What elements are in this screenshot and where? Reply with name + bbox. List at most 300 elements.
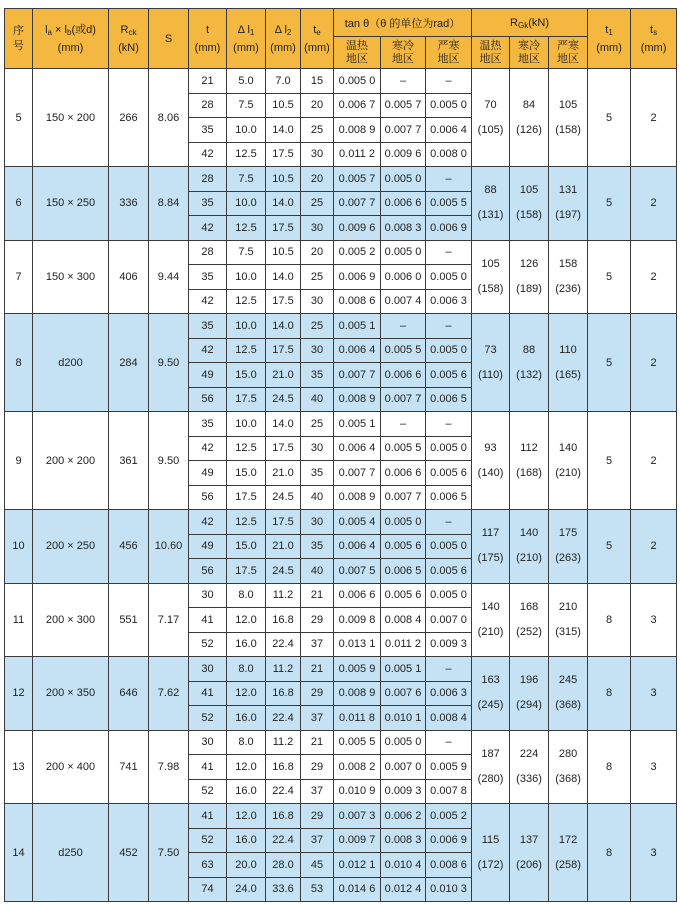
rgk-value: 158 [558,257,578,270]
shear-disp-2-cell: 22.4 [266,828,301,853]
tan-severe-cold-cell: 0.005 0 [426,534,472,559]
t1-cell: 5 [588,167,631,241]
shear-disp-1-cell: 10.0 [227,191,266,216]
shear-disp-1-cell: 24.0 [227,877,266,902]
rgk-cold-cell [510,730,549,804]
shear-disp-2-cell: 10.5 [266,93,301,118]
tan-cold-cell: 0.005 7 [381,93,426,118]
rubber-thickness-cell: 53 [301,877,334,902]
shear-disp-1-cell: 12.0 [227,681,266,706]
tan-severe-cold-cell: 0.006 3 [426,289,472,314]
rck-cell: 336 [109,167,149,241]
rubber-thickness-cell: 30 [301,338,334,363]
height-cell: 56 [189,559,227,584]
tan-cold-cell: 0.005 0 [381,510,426,535]
rubber-thickness-cell: 25 [301,314,334,339]
tan-cold-cell: 0.006 2 [381,804,426,829]
rgk-severe-cold-cell [549,167,588,241]
rgk-warm-cell [472,167,510,241]
tan-cold-cell: 0.007 4 [381,289,426,314]
tan-cold-cell: 0.007 7 [381,118,426,143]
height-cell: 42 [189,289,227,314]
rubber-thickness-cell: 30 [301,510,334,535]
tan-cold-cell: 0.005 0 [381,240,426,265]
serial-cell: 10 [5,510,33,584]
rubber-thickness-cell: 15 [301,69,334,94]
serial-cell: 6 [5,167,33,241]
serial-cell: 14 [5,804,33,902]
tan-warm-label: 温热地区 [346,39,368,65]
rubber-thickness-cell: 30 [301,436,334,461]
serial-cell: 13 [5,730,33,804]
rgk-bracket-value: (140) [477,466,504,479]
rubber-thickness-header [301,9,334,69]
rubber-thickness-cell: 35 [301,363,334,388]
rgk-bracket-value: (158) [555,123,581,136]
tan-cold-cell: 0.007 0 [381,755,426,780]
shear-disp-2-header [266,9,301,69]
rgk-value: 131 [558,184,578,197]
table-row [5,240,677,265]
rubber-thickness-cell: 40 [301,387,334,412]
shear-disp-2-cell: 16.8 [266,608,301,633]
shear-disp-1-cell: 12.5 [227,436,266,461]
rubber-thickness-cell: 29 [301,608,334,633]
height-cell: 74 [189,877,227,902]
serial-cell: 9 [5,412,33,510]
size-cell: 200 × 350 [33,657,109,731]
rubber-thickness-cell: 45 [301,853,334,878]
tan-cold-cell: 0.010 1 [381,706,426,731]
t1-unit: (mm) [596,41,622,54]
shear-disp-2-cell: 24.5 [266,387,301,412]
tan-theta-label: tan θ（θ 的单位为rad） [344,17,461,30]
rgk-value: 140 [558,441,578,454]
shape-factor-cell: 8.84 [149,167,189,241]
rgk-cold-cell [510,412,549,510]
shear-disp-2-cell: 28.0 [266,853,301,878]
shear-disp-2-cell: 10.5 [266,240,301,265]
tan-severe-cold-header [426,37,472,69]
rgk-bracket-value: (368) [555,772,581,785]
tan-cold-cell: 0.005 6 [381,534,426,559]
rgk-warm-cell [472,804,510,902]
rubber-thickness-cell: 20 [301,240,334,265]
rgk-cold-cell [510,167,549,241]
rgk-bracket-value: (105) [477,123,504,136]
shape-factor-cell: 7.50 [149,804,189,902]
serial-header-label: 序号 [12,24,24,52]
table-row [5,657,677,682]
shear-disp-2-cell: 17.5 [266,436,301,461]
height-cell: 41 [189,804,227,829]
tan-cold-header [381,37,426,69]
ts-subscript: s [653,27,658,37]
shear-disp-1-cell: 17.5 [227,387,266,412]
height-cell: 30 [189,657,227,682]
shear-disp-1-cell: 15.0 [227,363,266,388]
shear-disp-2-cell: 11.2 [266,657,301,682]
height-cell: 28 [189,93,227,118]
tan-cold-cell: 0.005 5 [381,338,426,363]
shear-disp-1-cell: 15.0 [227,461,266,486]
tan-warm-cell: 0.008 6 [334,289,381,314]
shear-disp-2-cell: 11.2 [266,730,301,755]
rubber-thickness-cell: 37 [301,828,334,853]
size-cell: 200 × 300 [33,583,109,657]
rgk-bracket-value: (280) [477,772,504,785]
tan-warm-cell: 0.013 1 [334,632,381,657]
rgk-value: 140 [519,527,539,540]
height-cell: 41 [189,755,227,780]
tan-warm-cell: 0.005 5 [334,730,381,755]
rgk-cold-header [510,37,549,69]
rubber-thickness-cell: 30 [301,216,334,241]
shear-disp-1-cell: 8.0 [227,583,266,608]
shear-disp-2-cell: 14.0 [266,314,301,339]
shear-disp-1-cell: 12.5 [227,510,266,535]
shear-disp-2-cell: 21.0 [266,461,301,486]
height-cell: 30 [189,583,227,608]
height-cell: 28 [189,167,227,192]
shape-factor-cell: 7.98 [149,730,189,804]
t1-cell: 8 [588,583,631,657]
rgk-bracket-value: (336) [516,772,542,785]
shear-disp-2-cell: 14.0 [266,412,301,437]
rgk-value: 168 [519,600,539,613]
rgk-cold-cell [510,314,549,412]
ts-symbol-line [631,21,676,39]
rgk-cold-cell [510,657,549,731]
tan-severe-cold-cell: 0.006 5 [426,387,472,412]
shear-disp-1-symbol-line [227,21,265,39]
shear-disp-1-cell: 7.5 [227,167,266,192]
shear-disp-1-cell: 16.0 [227,828,266,853]
height-cell: 56 [189,387,227,412]
shear-disp-1-subscript: 1 [249,27,255,37]
serial-cell: 8 [5,314,33,412]
shear-disp-2-cell: 22.4 [266,706,301,731]
rck-cell: 266 [109,69,149,167]
rgk-value: 187 [481,747,500,760]
rgk-warm-cell [472,69,510,167]
table-row [5,314,677,339]
size-la-subscript: a [47,27,52,37]
shape-factor-cell: 7.17 [149,583,189,657]
ts-header [631,9,677,69]
height-cell: 52 [189,779,227,804]
tan-warm-cell: 0.011 2 [334,142,381,167]
rgk-value: 196 [519,674,539,687]
tan-cold-cell: – [381,69,426,94]
rubber-thickness-symbol: t [313,23,317,36]
tan-severe-cold-cell: 0.005 6 [426,363,472,388]
rgk-symbol: R [510,16,518,29]
ts-cell: 2 [631,510,677,584]
height-cell: 42 [189,216,227,241]
shape-factor-cell: 9.50 [149,412,189,510]
tan-severe-cold-cell: – [426,730,472,755]
rgk-warm-cell [472,657,510,731]
rgk-severe-cold-cell [549,583,588,657]
shear-disp-2-cell: 17.5 [266,289,301,314]
tan-cold-cell: 0.008 4 [381,608,426,633]
tan-cold-cell: 0.011 2 [381,632,426,657]
rubber-thickness-cell: 40 [301,485,334,510]
rgk-bracket-value: (158) [516,209,542,222]
height-cell: 35 [189,118,227,143]
size-cell: d200 [33,314,109,412]
height-cell: 28 [189,240,227,265]
tan-warm-cell: 0.006 4 [334,338,381,363]
height-cell: 52 [189,828,227,853]
rgk-value: 172 [558,833,578,846]
tan-cold-cell: 0.009 6 [381,142,426,167]
rgk-subscript: Gk [518,20,529,30]
tan-cold-cell: – [381,314,426,339]
rubber-thickness-cell: 21 [301,657,334,682]
tan-warm-cell: 0.007 5 [334,559,381,584]
rgk-group-header [472,9,588,37]
tan-severe-cold-cell: 0.005 0 [426,265,472,290]
tan-cold-cell: 0.005 0 [381,730,426,755]
tan-warm-cell: 0.007 7 [334,191,381,216]
tan-cold-cell: 0.005 6 [381,583,426,608]
tan-severe-cold-label: 严寒地区 [437,39,460,65]
t1-cell: 5 [588,69,631,167]
rgk-value: 105 [519,184,539,197]
tan-severe-cold-cell: 0.006 5 [426,485,472,510]
rgk-severe-cold-cell [549,804,588,902]
tan-warm-cell: 0.005 7 [334,167,381,192]
rgk-value: 245 [558,674,578,687]
tan-severe-cold-cell: 0.005 5 [426,191,472,216]
rgk-bracket-value: (131) [477,209,504,222]
rck-cell: 741 [109,730,149,804]
shear-disp-1-cell: 10.0 [227,412,266,437]
t1-cell: 8 [588,804,631,902]
rck-cell: 361 [109,412,149,510]
rck-cell: 406 [109,240,149,314]
tan-severe-cold-cell: 0.005 9 [426,755,472,780]
rgk-value: 280 [558,747,578,760]
serial-header [5,9,33,69]
height-cell: 35 [189,191,227,216]
rubber-thickness-cell: 21 [301,730,334,755]
tan-cold-cell: 0.012 4 [381,877,426,902]
rgk-bracket-value: (132) [516,368,542,381]
tan-severe-cold-cell: 0.005 2 [426,804,472,829]
rgk-value: 163 [481,674,500,687]
rgk-warm-header [472,37,510,69]
height-cell: 30 [189,730,227,755]
tan-cold-cell: – [381,412,426,437]
height-unit: (mm) [194,41,221,54]
shear-disp-1-cell: 12.0 [227,755,266,780]
shear-disp-1-cell: 12.0 [227,608,266,633]
tan-warm-cell: 0.010 9 [334,779,381,804]
rck-symbol: R [120,23,129,36]
rgk-bracket-value: (210) [555,466,581,479]
height-cell: 52 [189,706,227,731]
rubber-thickness-cell: 25 [301,412,334,437]
rubber-thickness-cell: 30 [301,289,334,314]
rgk-value: 105 [481,257,500,270]
height-cell: 49 [189,534,227,559]
tan-warm-cell: 0.008 9 [334,118,381,143]
t1-cell: 8 [588,657,631,731]
rgk-bracket-value: (168) [516,466,542,479]
shear-disp-2-cell: 24.5 [266,485,301,510]
rgk-severe-cold-cell [549,69,588,167]
bearing-spec-table [4,8,677,902]
ts-cell: 2 [631,314,677,412]
rubber-thickness-cell: 30 [301,142,334,167]
size-header-symbol [33,21,108,39]
shear-disp-2-subscript: 2 [286,27,292,37]
rubber-thickness-cell: 35 [301,461,334,486]
rgk-bracket-value: (197) [555,209,581,222]
rgk-severe-cold-cell [549,240,588,314]
rgk-bracket-value: (126) [516,123,542,136]
rgk-cold-cell [510,69,549,167]
rck-cell: 452 [109,804,149,902]
shear-disp-1-cell: 5.0 [227,69,266,94]
serial-cell: 7 [5,240,33,314]
rgk-warm-cell [472,314,510,412]
rgk-severe-cold-header [549,37,588,69]
shear-disp-2-cell: 16.8 [266,804,301,829]
tan-warm-cell: 0.005 4 [334,510,381,535]
rgk-warm-cell [472,730,510,804]
tan-cold-cell: 0.006 6 [381,363,426,388]
tan-cold-cell: 0.005 5 [381,436,426,461]
rubber-thickness-cell: 21 [301,583,334,608]
shape-factor-cell: 10.60 [149,510,189,584]
tan-warm-cell: 0.011 8 [334,706,381,731]
height-cell: 35 [189,265,227,290]
tan-severe-cold-cell: 0.010 3 [426,877,472,902]
shear-disp-1-cell: 17.5 [227,485,266,510]
serial-cell: 12 [5,657,33,731]
tan-severe-cold-cell: 0.005 6 [426,559,472,584]
tan-severe-cold-cell: 0.008 0 [426,142,472,167]
rubber-thickness-cell: 25 [301,265,334,290]
size-la-symbol: l [45,23,48,36]
height-cell: 42 [189,510,227,535]
rgk-value: 126 [519,257,539,270]
rgk-value: 112 [520,441,538,454]
shape-factor-label: S [164,32,173,45]
tan-cold-cell: 0.007 6 [381,681,426,706]
rgk-value: 137 [519,833,539,846]
size-cell: 200 × 400 [33,730,109,804]
shape-factor-header [149,9,189,69]
size-cell: 150 × 300 [33,240,109,314]
ts-cell: 3 [631,583,677,657]
tan-severe-cold-cell: 0.005 0 [426,338,472,363]
size-header-unit: (mm) [57,41,84,54]
height-symbol: t [205,23,210,36]
rgk-warm-label: 温热地区 [479,39,502,65]
rgk-value: 70 [484,98,497,111]
shape-factor-cell: 8.06 [149,69,189,167]
shear-disp-1-cell: 7.5 [227,240,266,265]
serial-cell: 5 [5,69,33,167]
shear-disp-2-cell: 22.4 [266,632,301,657]
rubber-thickness-cell: 37 [301,706,334,731]
height-cell: 41 [189,608,227,633]
height-cell: 49 [189,461,227,486]
rgk-severe-cold-label: 严寒地区 [557,39,580,65]
tan-severe-cold-cell: 0.005 0 [426,583,472,608]
shear-disp-2-cell: 10.5 [266,167,301,192]
tan-severe-cold-cell: 0.006 9 [426,216,472,241]
shear-disp-1-unit: (mm) [233,41,259,54]
tan-warm-cell: 0.006 4 [334,534,381,559]
t1-header [588,9,631,69]
tan-warm-cell: 0.005 2 [334,240,381,265]
table-row [5,804,677,829]
shear-disp-1-cell: 10.0 [227,265,266,290]
rubber-thickness-symbol-line [301,21,333,39]
t1-cell: 5 [588,510,631,584]
ts-symbol: t [650,23,654,36]
shear-disp-2-cell: 17.5 [266,338,301,363]
tan-cold-cell: 0.008 3 [381,216,426,241]
rgk-bracket-value: (252) [516,625,542,638]
tan-warm-cell: 0.006 9 [334,265,381,290]
height-cell: 56 [189,485,227,510]
tan-severe-cold-cell: 0.007 0 [426,608,472,633]
rck-cell: 646 [109,657,149,731]
tan-severe-cold-cell: 0.008 6 [426,853,472,878]
rgk-bracket-value: (110) [478,368,503,381]
rgk-cold-cell [510,583,549,657]
tan-warm-cell: 0.007 7 [334,363,381,388]
rgk-warm-cell [472,583,510,657]
shear-disp-1-cell: 17.5 [227,559,266,584]
rubber-thickness-cell: 20 [301,167,334,192]
rck-header [109,9,149,69]
shear-disp-1-cell: 7.5 [227,93,266,118]
tan-cold-cell: 0.005 0 [381,167,426,192]
tan-severe-cold-cell: – [426,167,472,192]
rgk-warm-cell [472,510,510,584]
height-header [189,9,227,69]
shear-disp-1-cell: 20.0 [227,853,266,878]
rubber-thickness-cell: 37 [301,779,334,804]
size-lb-subscript: b [67,27,72,37]
rgk-value: 117 [481,527,500,540]
rgk-bracket-value: (165) [555,368,581,381]
size-lb-symbol: l [64,23,67,36]
tan-warm-cell: 0.014 6 [334,877,381,902]
tan-warm-cell: 0.009 7 [334,828,381,853]
shear-disp-2-cell: 11.2 [266,583,301,608]
size-alt-label: (或d) [71,23,96,36]
rgk-bracket-value: (294) [516,699,542,712]
tan-cold-cell: 0.006 5 [381,559,426,584]
table-row [5,69,677,94]
ts-cell: 2 [631,69,677,167]
size-cell: 150 × 200 [33,69,109,167]
tan-severe-cold-cell: 0.007 8 [426,779,472,804]
shape-factor-cell: 7.62 [149,657,189,731]
t1-subscript: 1 [608,27,613,37]
shear-disp-1-cell: 8.0 [227,657,266,682]
height-cell: 35 [189,412,227,437]
